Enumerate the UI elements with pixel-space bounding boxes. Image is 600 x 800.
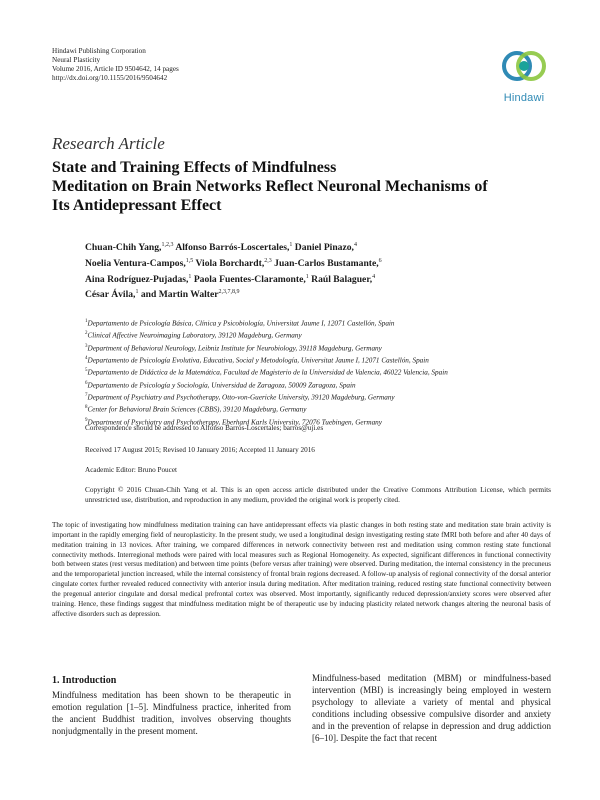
author-affil-sup: 1,5 — [185, 257, 194, 264]
author-line — [85, 239, 545, 255]
affiliation-item — [85, 403, 545, 415]
title-line: State and Training Effects of Mindfulness — [52, 159, 337, 176]
author-affil-sup: 1 — [188, 273, 192, 280]
author-name: Alfonso Barrós-Loscertales, — [175, 242, 290, 254]
affiliation-number: 3 — [85, 343, 88, 349]
affiliation-text: Department of Psychiatry and Psychotherapy, Eberhard Karls University, 72076 Tuebingen, Germany — [87, 418, 382, 427]
author-affil-sup: 2,3,7,8,9 — [218, 289, 240, 296]
affiliation-text: Departamento de Didáctica de la Matemática, Facultad de Magisterio de la Universidad de Valencia, 46022 Valencia, Spain — [87, 368, 448, 377]
affiliation-number: 7 — [85, 393, 88, 399]
author-affil-sup: 1,2,3 — [161, 242, 174, 248]
title-line: Its Antidepressant Effect — [52, 197, 222, 214]
doi-link[interactable]: http://dx.doi.org/10.1155/2016/9504642 — [52, 74, 168, 82]
hindawi-logo-text: Hindawi — [503, 92, 545, 104]
author-affil-sup: 4 — [353, 242, 357, 248]
publisher-name: Hindawi Publishing Corporation — [52, 47, 146, 55]
affiliation-text: Center for Behavioral Brain Sciences (CBBS), 39120 Magdeburg, Germany — [87, 405, 307, 414]
affiliation-number: 6 — [85, 380, 88, 386]
author-name: Raúl Balaguer, — [311, 273, 373, 285]
title-line: Meditation on Brain Networks Reflect Neuronal Mechanisms of — [52, 178, 488, 195]
affiliation-number: 9 — [85, 417, 88, 423]
author-name: Paola Fuentes-Claramonte, — [193, 273, 306, 285]
author-line — [85, 255, 545, 271]
volume-info: Volume 2016, Article ID 9504642, 14 pages — [52, 65, 179, 73]
author-affil-sup: 1 — [305, 273, 309, 280]
affiliation-text: Departamento de Psicología y Sociología, Universidad de Zaragoza, 50009 Zaragoza, Spain — [87, 381, 356, 390]
author-name: Chuan-Chih Yang, — [85, 242, 162, 254]
affiliation-number: 1 — [85, 319, 88, 324]
journal-metadata — [52, 47, 179, 83]
affiliation-number: 4 — [85, 356, 88, 362]
affiliation-number: 2 — [85, 331, 88, 337]
affiliation-text: Clinical Affective Neuroimaging Laboratory, 39120 Magdeburg, Germany — [87, 331, 302, 340]
affiliation-list — [85, 317, 545, 428]
intro-right-column: Mindfulness-based meditation (MBM) or mindfulness-based intervention (MBI) is increasingly being employed in western psychology to alleviate a variety of mental and physical conditions including obsessive compulsive disorder and anxiety and in the prevention of relapse in depression and drug addiction [6–10]. Despite the fact that recent — [312, 673, 551, 744]
author-name: César Ávila, — [85, 289, 136, 301]
affiliation-text: Department of Behavioral Neurology, Leibniz Institute for Neurobiology, 39118 Magdeburg, Germany — [87, 344, 382, 353]
affiliation-item — [85, 317, 545, 329]
affiliation-text: Departamento de Psicología Básica, Clínica y Psicobiología, Universitat Jaume I, 12071 Castellón, Spain — [87, 319, 395, 328]
affiliation-item — [85, 379, 545, 391]
affiliation-item — [85, 342, 545, 354]
article-type: Research Article — [52, 134, 165, 153]
affiliation-item — [85, 366, 545, 378]
academic-editor: Academic Editor: Bruno Poucet — [85, 466, 178, 474]
copyright-notice: Copyright © 2016 Chuan-Chih Yang et al. This is an open access article distributed under the Creative Commons Attribution License, which permits unrestricted use, distribution, and reproduction in any medium, provided the original work is properly cited. — [85, 485, 551, 504]
author-affil-sup: 2,3 — [264, 257, 272, 264]
author-name: Viola Borchardt, — [195, 257, 265, 269]
author-name: Juan-Carlos Bustamante, — [274, 257, 379, 269]
author-line — [85, 271, 545, 287]
affiliation-number: 5 — [85, 368, 88, 374]
author-name: Noelia Ventura-Campos, — [85, 257, 186, 269]
author-affil-sup: 6 — [378, 257, 382, 264]
author-name: Aina Rodríguez-Pujadas, — [85, 273, 189, 285]
author-affil-sup: 4 — [372, 273, 376, 280]
author-affil-sup: 1 — [135, 289, 139, 296]
affiliation-item — [85, 391, 545, 403]
author-name: Daniel Pinazo, — [294, 242, 354, 254]
affiliation-number: 8 — [85, 405, 88, 411]
abstract-text: The topic of investigating how mindfulness meditation training can have antidepressant effects via plastic changes in both resting state and meditation state brain activity is important in the rapidly emerging field of neuroplasticity. In the present study, we used a longitudinal design investigating resting state fMRI both before and after 40 days of meditation training in 13 novices. After training, we compared differences in network connectivity between rest and meditation using common resting state functional connectivity methods. Interregional methods were paired with local measures such as Regional Homogeneity. As expected, significant differences in functional connectivity both between states (rest versus meditation) and between time points (before versus after training) were observed. During meditation, the internal consistency in the precuneus and the temporoparietal junction increased, while the internal consistency of frontal brain regions decreased. A follow-up analysis of regional connectivity of the dorsal anterior cingulate cortex further revealed reduced connectivity with anterior insula during meditation. After meditation training, reduced resting state functional connectivity between the pregenual anterior cingulate and dorsal medical prefrontal cortex was observed. Most importantly, significantly reduced depression/anxiety scores were observed after training. Hence, these findings suggest that mindfulness meditation might be of therapeutic use by inducing plasticity related network changes altering the neuronal basis of affective disorders such as depression. — [52, 521, 551, 618]
affiliation-item — [85, 354, 545, 366]
affiliation-item — [85, 329, 545, 341]
author-name: and Martin Walter — [140, 289, 219, 301]
correspondence-note: Correspondence should be addressed to Alfonso Barrós-Loscertales; barros@uji.es — [85, 424, 324, 432]
intro-left-column: Mindfulness meditation has been shown to be therapeutic in emotion regulation [1–5]. Mindfulness practice, inherited from the ancient Buddhist tradition, involves observing thoughts nonjudgmentally in the present moment. — [52, 690, 291, 737]
author-list — [85, 239, 545, 302]
author-affil-sup: 1 — [289, 242, 293, 248]
affiliation-text: Department of Psychiatry and Psychotherapy, Otto-von-Guericke University, 39120 Magdeburg, Germany — [87, 393, 395, 402]
article-title — [52, 158, 552, 215]
affiliation-text: Departamento de Psicología Evolutiva, Educativa, Social y Metodología, Universitat Jaume I, 12071 Castellón, Spain — [87, 356, 429, 365]
journal-name: Neural Plasticity — [52, 56, 101, 64]
publication-dates: Received 17 August 2015; Revised 10 January 2016; Accepted 11 January 2016 — [85, 446, 315, 454]
author-line — [85, 286, 545, 302]
section-heading: 1. Introduction — [52, 675, 117, 686]
